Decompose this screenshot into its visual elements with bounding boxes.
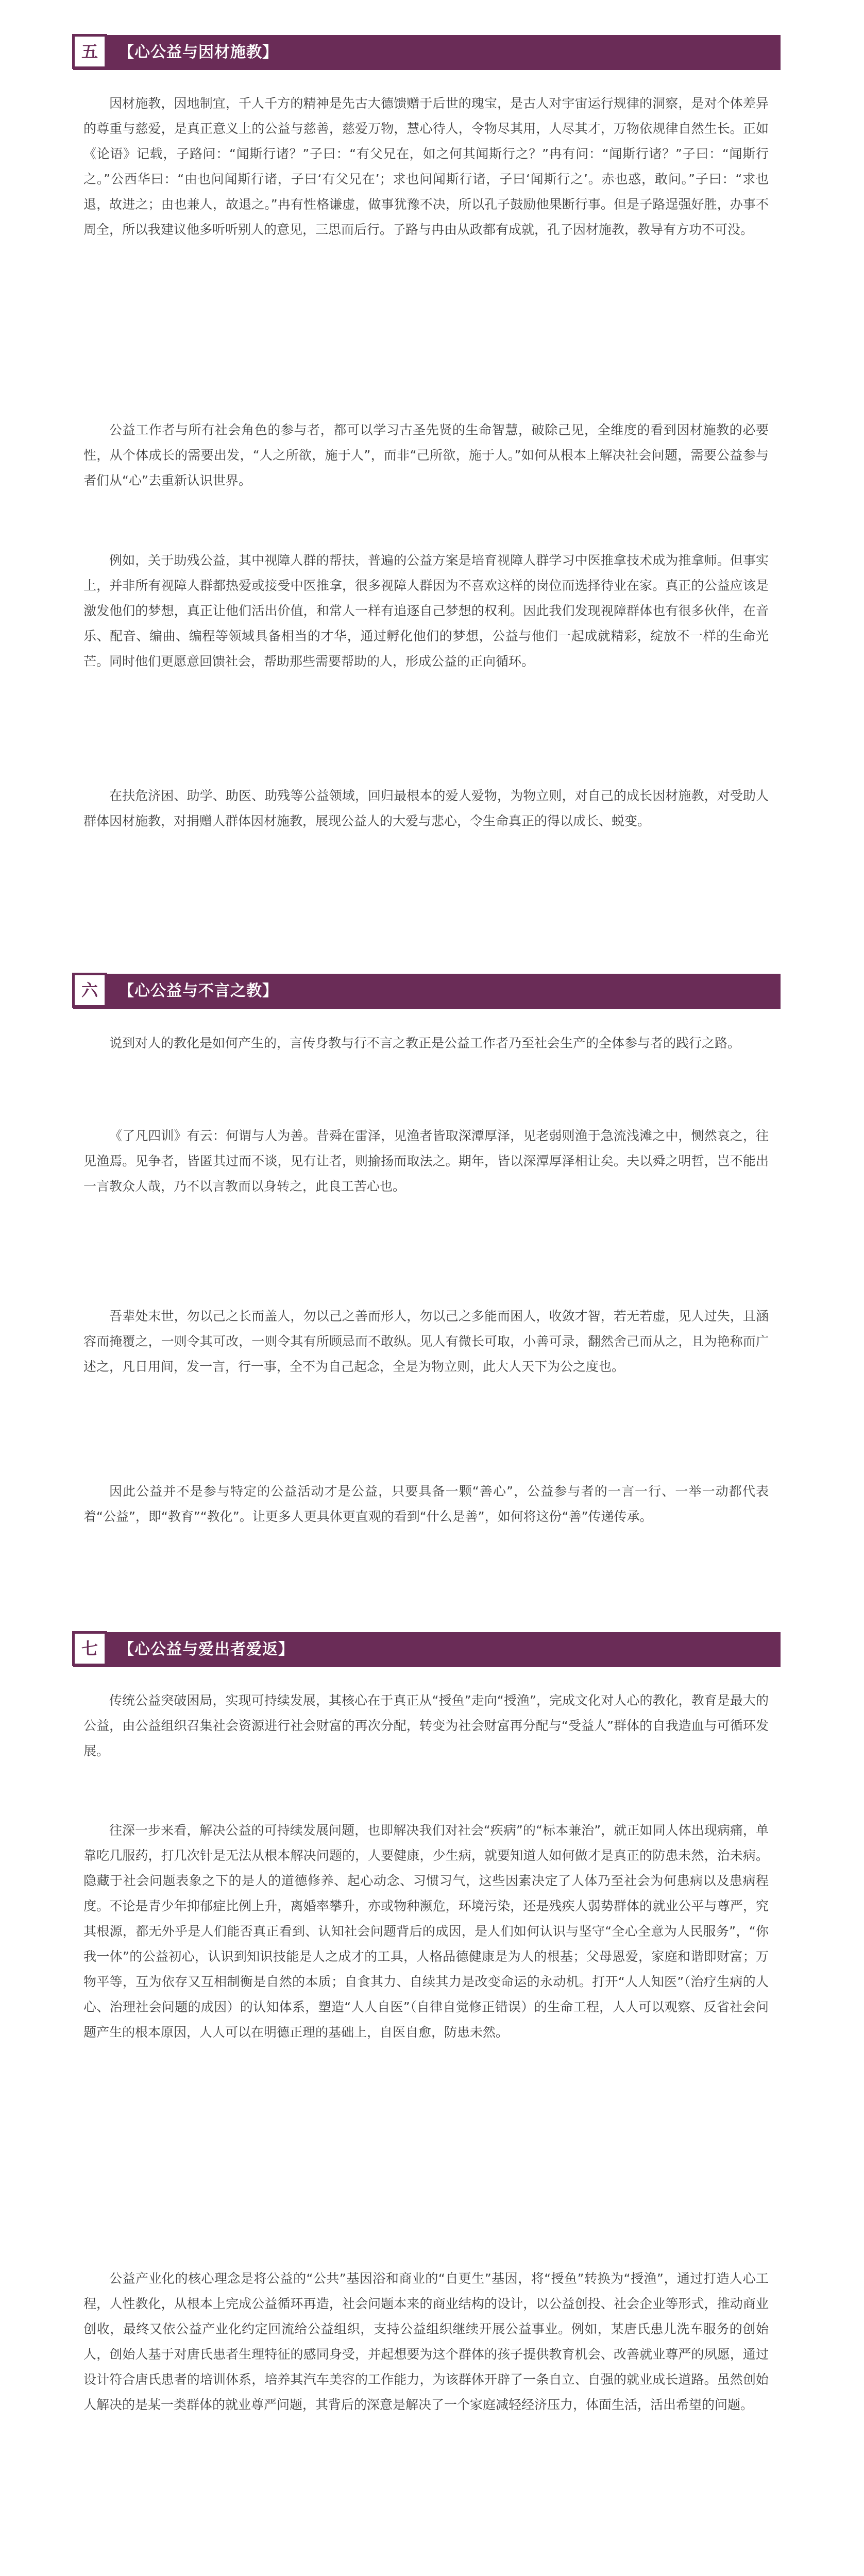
paragraph: 在扶危济困、助学、助医、助残等公益领域，回归最根本的爱人爱物，为物立则，对自己的成长因材施教，对受助人群体因材施教，对捐赠人群体因材施教，展现公益人的大爱与悲心，令生命真正的得以成长、蜕变。 <box>83 788 769 828</box>
paragraph: 传统公益突破困局，实现可持续发展，其核心在于真正从“授鱼”走向“授渔”，完成文化对人心的教化，教育是最大的公益，由公益组织召集社会资源进行社会财富的再次分配，转变为社会财富再分配与“受益人”群体的自我造血与可循环发展。 <box>83 1693 769 1758</box>
section-number-badge: 七 <box>72 1631 107 1666</box>
paragraph: 例如，关于助残公益，其中视障人群的帮扶，普遍的公益方案是培育视障人群学习中医推拿技术成为推拿师。但事实上，并非所有视障人群都热爱或接受中医推拿，很多视障人群因为不喜欢这样的岗位而选择待业在家。真正的公益应该是激发他们的梦想，真正让他们活出价值，和常人一样有追逐自己梦想的权利。因此我们发现视障群体也有很多伙伴，在音乐、配音、编曲、编程等领域具备相当的才华，通过孵化他们的梦想，公益与他们一起成就精彩，绽放不一样的生命光芒。同时他们更愿意回馈社会，帮助那些需要帮助的人，形成公益的正向循环。 <box>83 553 769 669</box>
paragraph: 公益产业化的核心理念是将公益的“公共”基因浴和商业的“自更生”基因，将“授鱼”转换为“授渔”，通过打造人心工程，人性教化，从根本上完成公益循环再造，社会问题本来的商业结构的设计，以公益创投、社会企业等形式，推动商业创收，最终又依公益产业化约定回流给公益组织，支持公益组织继续开展公益事业。例如，某唐氏患儿洗车服务的创始人，创始人基于对唐氏患者生理特征的感同身受，并起想要为这个群体的孩子提供教育机会、改善就业尊严的夙愿，通过设计符合唐氏患者的培训体系，培养其汽车美容的工作能力，为该群体开辟了一条自立、自强的就业成长道路。虽然创始人解决的是某一类群体的就业尊严问题，其背后的深意是解决了一个家庭减轻经济压力，体面生活，活出希望的问题。 <box>83 2271 769 2412</box>
section-header-6 <box>73 974 781 1009</box>
paragraph: 往深一步来看，解决公益的可持续发展问题，也即解决我们对社会“疾病”的“标本兼治”，就正如同人体出现病痛，单靠吃几服药，打几次针是无法从根本解决问题的，人要健康，少生病，就要知道人如何做才是真正的防患未然，治未病。隐藏于社会问题表象之下的是人的道德修养、起心动念、习惯习气，这些因素决定了人体乃至社会为何患病以及患病程度。不论是青少年抑郁症比例上升，离婚率攀升，亦或物种濒危，环境污染，还是残疾人弱势群体的就业公平与尊严，究其根源，都无外乎是人们能否真正看到、认知社会问题背后的成因，是人们如何认识与坚守“全心全意为人民服务”，“你我一体”的公益初心，认识到知识技能是人之成才的工具，人格品德健康是为人的根基；父母恩爱，家庭和谐即财富；万物平等，互为依存又互相制衡是自然的本质；自食其力、自续其力是改变命运的永动机。打开“人人知医”（治疗生病的人心、治理社会问题的成因）的认知体系，塑造“人人自医”（自律自觉修正错误）的生命工程，人人可以观察、反省社会问题产生的根本原因，人人可以在明德正理的基础上，自医自愈，防患未然。 <box>83 1823 769 2040</box>
paragraph: 《了凡四训》有云：何谓与人为善。昔舜在雷泽，见渔者皆取深潭厚泽，见老弱则渔于急流浅滩之中，恻然哀之，往见渔焉。见争者，皆匿其过而不谈，见有让者，则揄扬而取法之。期年，皆以深潭厚泽相让矣。夫以舜之明哲，岂不能出一言教众人哉，乃不以言教而以身转之，此良工苦心也。 <box>83 1128 769 1194</box>
section-title: 【心公益与因材施教】 <box>118 43 278 61</box>
paragraph: 因此公益并不是参与特定的公益活动才是公益，只要具备一颗“善心”，公益参与者的一言一行、一举一动都代表着“公益”，即“教育”“教化”。让更多人更具体更直观的看到“什么是善”，如何将这份“善”传递传承。 <box>83 1484 769 1524</box>
section-title: 【心公益与不言之教】 <box>118 982 278 1000</box>
section-header-7 <box>73 1632 781 1667</box>
paragraph: 说到对人的教化是如何产生的，言传身教与行不言之教正是公益工作者乃至社会生产的全体参与者的践行之路。 <box>109 1036 741 1050</box>
paragraph: 公益工作者与所有社会角色的参与者，都可以学习古圣先贤的生命智慧，破除己见，全维度的看到因材施教的必要性，从个体成长的需要出发，“人之所欲，施于人”，而非“己所欲，施于人。”如何从根本上解决社会问题，需要公益参与者们从“心”去重新认识世界。 <box>83 422 769 488</box>
section-header-5 <box>73 35 781 70</box>
paragraph: 吾辈处末世，勿以己之长而盖人，勿以己之善而形人，勿以己之多能而困人，收敛才智，若无若虚，见人过失，且涵容而掩覆之，一则令其可改，一则令其有所顾忌而不敢纵。见人有微长可取，小善可录，翻然舍己而从之，且为艳称而广述之，凡日用间，发一言，行一事，全不为自己起念，全是为物立则，此大人天下为公之度也。 <box>83 1309 769 1374</box>
paragraph: 因材施教，因地制宜，千人千方的精神是先古大德馈赠于后世的瑰宝，是古人对宇宙运行规律的洞察，是对个体差异的尊重与慈爱，是真正意义上的公益与慈善，慈爱万物，慧心待人，令物尽其用，人尽其才，万物依规律自然生长。正如《论语》记载，子路问：“闻斯行诸？”子曰：“有父兄在，如之何其闻斯行之？”冉有问：“闻斯行诸？”子曰：“闻斯行之。”公西华曰：“由也问闻斯行诸，子曰‘有父兄在’；求也问闻斯行诸，子曰‘闻斯行之’。赤也惑，敢问。”子曰：“求也退，故进之；由也兼人，故退之。”冉有性格谦虚，做事犹豫不决，所以孔子鼓励他果断行事。但是子路逞强好胜，办事不周全，所以我建议他多听听别人的意见，三思而后行。子路与冉由从政都有成就，孔子因材施教，教导有方功不可没。 <box>83 96 769 237</box>
section-number-badge: 五 <box>72 34 107 69</box>
section-number-badge: 六 <box>72 973 107 1008</box>
section-title: 【心公益与爱出者爱返】 <box>118 1640 294 1658</box>
